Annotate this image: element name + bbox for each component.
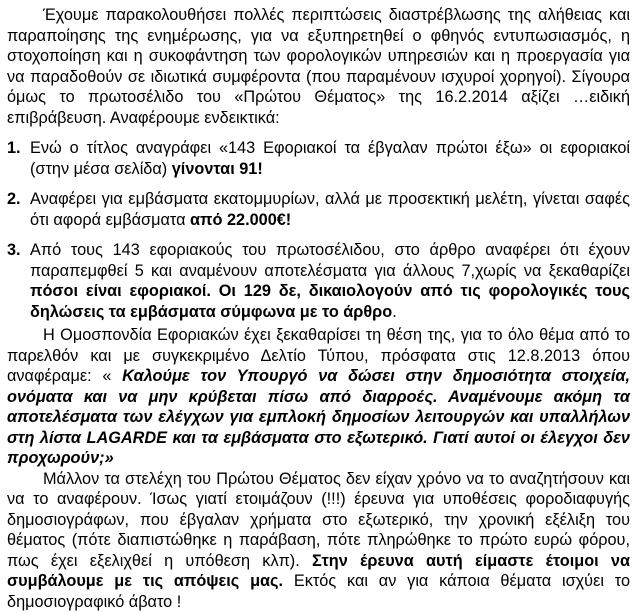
text-run: Μάλλον τα στελέχη του Πρώτου Θέματος δεν είχαν χρόνο να το αναζητήσουν και να το αναφέρουν. Ίσως γιατί ετοιμάζουν (!!!) έρευνα για υποθέσεις φοροδιαφυγής δημοσιογράφων, που έβγαλαν χρήματα στο εξωτερικό, την χρονική εξέλιξη του θέματος (πότε διαπιστώθηκε η παράβαση, πότε πληρώθηκε το πρώτο ευρώ φόρου, πως έχει εξελιχθεί η υπόθεση κλπ). — [7, 470, 630, 570]
text-run: Εκτός και αν για κάποια θέματα ισχύει το δημοσιογραφικό άβατο ! — [7, 572, 630, 611]
text-run: Αναφέρει για εμβάσματα εκατομμυρίων, αλλά με προσεκτική μελέτη, γίνεται σαφές ότι αφορά εμβάσματα — [30, 190, 630, 229]
paragraph-6 — [7, 469, 630, 612]
paragraph-5 — [7, 325, 630, 469]
text-run: Έχουμε παρακολουθήσει πολλές περιπτώσεις διαστρέβλωσης της αλήθειας και παραποίησης της ενημέρωσης, για να εξυπηρετηθεί ο φθηνός εντυπωσιασμός, η στοχοποίηση και η συκοφάντηση των φορολογικών υπηρεσιών και η προεργασία για να παραδοθούν σε ιδιωτικά συμφέροντα (που παραμένουν ισχυροί χορηγοί). Σίγουρα όμως το πρωτοσέλιδο του «Πρώτου Θέματος» της 16.2.2014 αξίζει …ειδική επιβράβευση. Αναφέρουμε ενδεικτικά: — [7, 6, 630, 127]
list-number: 2. — [7, 189, 21, 210]
list-number: 1. — [7, 138, 21, 159]
list-item-3 — [7, 240, 630, 322]
text-run: Καλούμε τον Υπουργό να δώσει στην δημοσιότητα στοιχεία, ονόματα και να μην κρύβεται πίσω από διαρροές. Αναμένουμε ακόμη τα αποτελέσματα των ελέγχων για εμπλοκή δημοσίων λειτουργών και υπαλλήλων στη λίστα LAGARDE και τα εμβάσματα στο εξωτερικό. Γιατί αυτοί οι έλεγχοι δεν προχωρούν;» — [7, 367, 630, 467]
list-item-2 — [7, 189, 630, 230]
text-run: Ενώ ο τίτλος αναγράφει «143 Εφοριακοί τα έβγαλαν πρώτοι έξω» οι εφοριακοί (στην μέσα σελίδα) — [30, 139, 630, 178]
paragraph-1 — [7, 5, 630, 128]
text-run: Στην έρευνα αυτή είμαστε έτοιμοι να συμβάλουμε με τις απόψεις μας. — [7, 552, 630, 591]
text-run: Από τους 143 εφοριακούς του πρωτοσέλιδου, στο άρθρο αναφέρει ότι έχουν παραπεμφθεί 5 και αναμένουν αποτελέσματα για άλλους 7,χωρίς να ξεκαθαρίζει — [30, 241, 630, 280]
text-run: γίνονται 91! — [172, 160, 263, 178]
text-run: πόσοι είναι εφοριακοί. Οι 129 δε, δικαιολογούν από τις φορολογικές τους δηλώσεις τα εμβάσματα σύμφωνα με το άρθρο — [30, 282, 630, 321]
text-run: Η Ομοσπονδία Εφοριακών έχει ξεκαθαρίσει τη θέση της, για το όλο θέμα από το παρελθόν και με συγκεκριμένο Δελτίο Τύπου, πρόσφατα στις 12.8.2013 όπου αναφέραμε: « — [7, 326, 630, 385]
text-run: από 22.000€! — [190, 211, 291, 229]
list-item-1 — [7, 138, 630, 179]
list-number: 3. — [7, 240, 21, 261]
text-run: . — [392, 303, 397, 321]
